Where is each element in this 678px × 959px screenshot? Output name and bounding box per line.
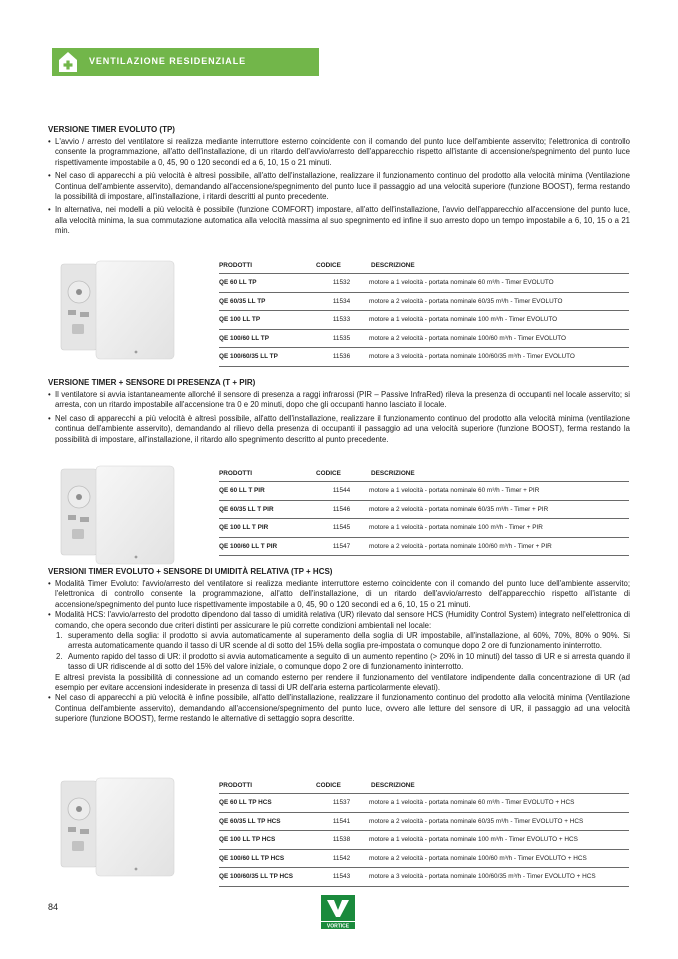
house-plus-icon bbox=[58, 51, 78, 73]
bullet-paragraph: • Modalità HCS: l'avvio/arresto del prodotto dipendono dal tasso di umidità relativa (UR) rilevato dal sensore HCS (Humidity Control System) integrato nell'elettronica di comando, che opera secondo due criteri distinti per assicurare le più corrette condizioni ambientali nel locale: bbox=[48, 610, 630, 630]
bullet-paragraph: • Nel caso di apparecchi a più velocità è altresì possibile, all'atto dell'installazione, realizzare il funzionamento continuo del prodotto alla velocità minima (ventilazione continua dell'ambiente asservito), demandando al rilievo della presenza di occupanti il passaggio ad una velocità superiore (funzione BOOST), ferma restando la possibilità di impostare, all'installazione, il ritardo allo spegnimento descritto al punto precedente. bbox=[48, 413, 630, 444]
table-row: QE 60/35 LL TP HCS 11541 motore a 2 velocità - portata nominale 60/35 m³/h - Timer EVOLUTO + HCS bbox=[219, 813, 629, 832]
bullet-paragraph: • Il ventilatore si avvia istantaneamente allorché il sensore di presenza a raggi infrarossi (PIR – Passive InfraRed) rileva la presenza di occupanti nel locale asservito; si arresta, con un ritardo impostabile all'accensione tra 0 e 20 minuti, dopo che gli occupanti hanno lasciato il locale. bbox=[48, 390, 630, 410]
table-row: QE 100 LL TP HCS 11538 motore a 1 velocità - portata nominale 100 m³/h - Timer EVOLUTO + HCS bbox=[219, 831, 629, 850]
table-row: QE 60 LL TP HCS 11537 motore a 1 velocità - portata nominale 60 m³/h - Timer EVOLUTO + HCS bbox=[219, 794, 629, 813]
table-row: QE 60 LL TP 11532 motore a 1 velocità - portata nominale 60 m³/h - Timer EVOLUTO bbox=[219, 274, 629, 293]
table-row: QE 100/60 LL TP 11535 motore a 2 velocità - portata nominale 100/60 m³/h - Timer EVOLUTO bbox=[219, 330, 629, 349]
bullet-paragraph: • In alternativa, nei modelli a più velocità è possibile (funzione COMFORT) impostare, all'atto dell'installazione, l'avvio dell'apparecchio all'accensione del punto luce, alla velocità minima, la sua commutazione automatica alla velocità massima al suo spegnimento ed infine il suo arresto dopo un tempo impostabile a 6, 10, 15 o a 21 min. bbox=[48, 205, 630, 236]
bullet-paragraph: • Modalità Timer Evoluto: l'avvio/arresto del ventilatore si realizza mediante interruttore esterno coincidente con il comando del punto luce dell'ambiente asservito; l'elettronica di controllo consente la programmazione, all'atto dell'installazione, di un ritardo dell'avvio/arresto dell'apparecchio rispetto all'istante di accensione/spegnimento del punto luce rispettivamente impostabile a 0, 45, 90 o 120 secondi ed a 6, 10, 15 o 21 minuti. bbox=[48, 579, 630, 609]
section-header bbox=[52, 48, 319, 76]
section-timer-pir bbox=[48, 378, 630, 448]
section-title: VERSIONE TIMER + SENSORE DI PRESENZA (T + PIR) bbox=[48, 378, 256, 387]
table-row: QE 100 LL T PIR 11545 motore a 1 velocità - portata nominale 100 m³/h - Timer + PIR bbox=[219, 519, 629, 538]
header-title: VENTILAZIONE RESIDENZIALE bbox=[89, 56, 247, 66]
product-image bbox=[58, 775, 176, 880]
table-row: QE 60/35 LL T PIR 11546 motore a 2 velocità - portata nominale 60/35 m³/h - Timer + PIR bbox=[219, 501, 629, 520]
table-row: QE 100/60 LL T PIR 11547 motore a 2 velocità - portata nominale 100/60 m³/h - Timer + PIR bbox=[219, 538, 629, 557]
section-title: VERSIONE TIMER EVOLUTO (TP) bbox=[48, 125, 175, 134]
numbered-item: 2. Aumento rapido del tasso di UR: il prodotto si avvia automaticamente a seguito di un aumento repentino (> 20% in 10 minuti) del tasso di UR e si arresta quando il tasso di UR ridiscende al di sotto del 15% del valore iniziale, o comunque dopo 2 ore di funzionamento ininterrotto. bbox=[56, 651, 630, 672]
numbered-item: 1. superamento della soglia: il prodotto si avvia automaticamente al superamento della soglia di UR impostabile, all'installazione, al 60%, 70%, 80% o 90%. Si arresta automaticamente quando il tasso di UR scende al di sotto del 15% della soglia pre-impostata o comunque dopo 2 ore di funzionamento ininterrotto. bbox=[56, 631, 630, 651]
table-row: QE 100/60/35 LL TP HCS 11543 motore a 3 velocità - portata nominale 100/60/35 m³/h - Timer EVOLUTO + HCS bbox=[219, 868, 629, 887]
product-image bbox=[58, 258, 176, 363]
table-header-row: PRODOTTI CODICE DESCRIZIONE bbox=[219, 778, 629, 794]
vortice-logo-icon bbox=[321, 895, 355, 929]
table-row: QE 100/60 LL TP HCS 11542 motore a 2 velocità - portata nominale 100/60 m³/h - Timer EVOLUTO + HCS bbox=[219, 850, 629, 869]
table-row: QE 100 LL TP 11533 motore a 1 velocità - portata nominale 100 m³/h - Timer EVOLUTO bbox=[219, 311, 629, 330]
products-table bbox=[219, 258, 629, 367]
bullet-paragraph: • Nel caso di apparecchi a più velocità è altresì possibile, all'atto dell'installazione, realizzare il funzionamento continuo del prodotto alla velocità minima (Ventilazione Continua dell'ambiente asservito), demandando all'accensione/spegnimento del punto luce il passaggio ad una velocità superiore (funzione BOOST), ferma restando la possibilità di impostare, all'installazione, i ritardi descritti al punto precedente. bbox=[48, 171, 630, 202]
product-image bbox=[58, 463, 176, 568]
section-timer-hcs bbox=[48, 567, 630, 728]
bullet-paragraph: • Nel caso di apparecchi a più velocità è infine possibile, all'atto dell'installazione, realizzare il funzionamento continuo del prodotto alla velocità minima (Ventilazione Continua dell'ambiente asservito), demandando all'accensione/spegnimento del punto luce, ovvero alle letture del sensore di UR, il passaggio ad una velocità superiore (funzione BOOST), ferme restando le alternative di settaggio sopra descritte. bbox=[48, 693, 630, 724]
section-title: VERSIONI TIMER EVOLUTO + SENSORE DI UMIDITÀ RELATIVA (TP + HCS) bbox=[48, 567, 333, 576]
svg-text:VORTICE: VORTICE bbox=[326, 923, 350, 929]
bullet-paragraph: • L'avvio / arresto del ventilatore si realizza mediante interruttore esterno coincidente con il comando del punto luce dell'ambiente asservito; l'elettronica di controllo consente la programmazione, all'atto dell'installazione, di un ritardo dell'avvio/arresto dell'apparecchio rispetto all'istante di accensione/spegnimento del punto luce rispettivamente impostabile a 0, 45, 90 o 120 secondi ed a 6, 10, 15 o 21 minuti. bbox=[48, 137, 630, 167]
note-paragraph: E altresì prevista la possibilità di connessione ad un comando esterno per rendere il funzionamento del ventilatore indipendente dalla concentrazione di UR (ad esempio per evitare accensioni indesiderate in presenza di tassi di UR dell'aria esterna particolarmente elevati). bbox=[55, 672, 630, 693]
table-header-row: PRODOTTI CODICE DESCRIZIONE bbox=[219, 466, 629, 482]
products-table bbox=[219, 466, 629, 556]
table-header-row: PRODOTTI CODICE DESCRIZIONE bbox=[219, 258, 629, 274]
page-number: 84 bbox=[48, 902, 59, 912]
table-row: QE 60/35 LL TP 11534 motore a 2 velocità - portata nominale 60/35 m³/h - Timer EVOLUTO bbox=[219, 293, 629, 312]
table-row: QE 60 LL T PIR 11544 motore a 1 velocità - portata nominale 60 m³/h - Timer + PIR bbox=[219, 482, 629, 501]
products-table bbox=[219, 778, 629, 887]
section-timer-evoluto bbox=[48, 125, 630, 240]
table-row: QE 100/60/35 LL TP 11536 motore a 3 velocità - portata nominale 100/60/35 m³/h - Timer EVOLUTO bbox=[219, 348, 629, 367]
